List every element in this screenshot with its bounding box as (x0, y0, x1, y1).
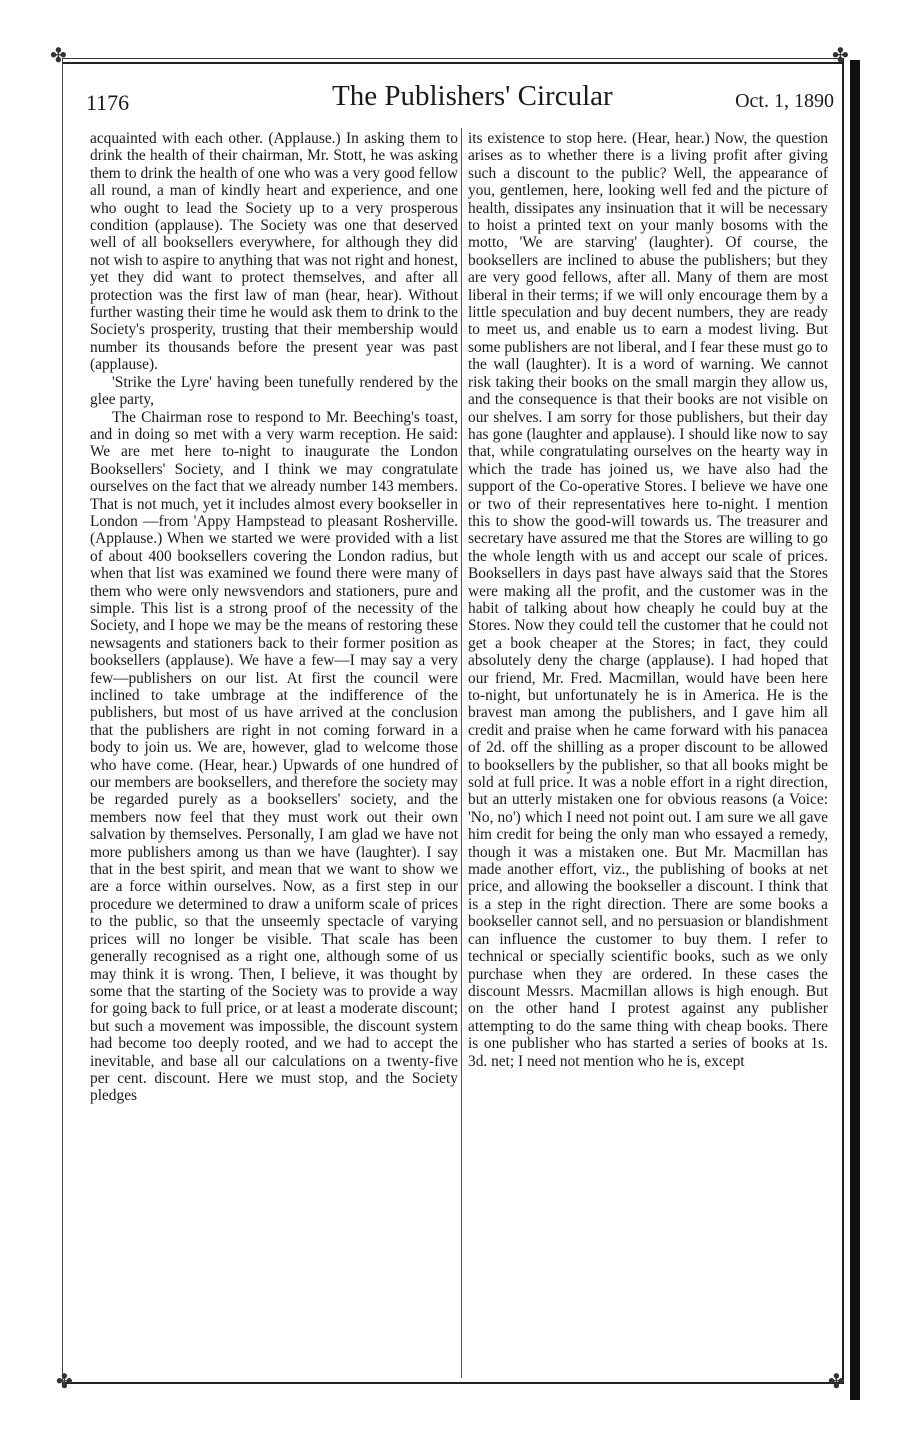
column-divider (461, 128, 462, 1378)
page-header (86, 80, 836, 120)
page-number: 1176 (86, 90, 130, 115)
top-border-rule (62, 58, 844, 59)
left-border-rule (62, 58, 63, 1384)
top-border-rule-thick (62, 62, 844, 64)
page-title: The Publishers' Circular (332, 80, 613, 112)
right-column (468, 130, 828, 1070)
paragraph: The Chairman rose to respond to Mr. Beeching's toast, and in doing so met with a very warm reception. He said: We are met here to-night to inaugurate the London Booksellers' Society, and I think we may congratulate ourselves on the fact that we already number 143 members. That is not much, yet it includes almost every bookseller in London —from 'Appy Hampstead to pleasant Rosherville. (Applause.) When we started we were provided with a list of about 400 booksellers covering the London radius, but when that list was examined we found there were many of them who were only newsvendors and stationers, pure and simple. This list is a strong proof of the necessity of the Society, and I hope we may be the means of restoring these newsagents and stationers back to their former position as booksellers (applause). We have a few—I may say a very few—publishers on our list. At first the council were inclined to take umbrage at the indifference of the publishers, but most of us have arrived at the conclusion that the publishers are right in not coming forward in a body to join us. We are, however, glad to welcome those who have come. (Hear, hear.) Upwards of one hundred of our members are booksellers, and therefore the society may be regarded purely as a booksellers' society, and the members now feel that they must work out their own salvation by themselves. Personally, I am glad we have not more publishers among us than we have (laughter). I say that in the best spirit, and mean that we want to show we are a force within ourselves. Now, as a first step in our procedure we determined to draw a uniform scale of prices to the public, so that the unseemly spectacle of varying prices will no longer be visible. That scale has been generally recognised as a right one, although some of us may think it is wrong. Then, I believe, it was thought by some that the starting of the Society was to provide a way for going back to full price, or at least a moderate discount; but such a movement was impossible, the discount system had become too deeply rooted, and we had to accept the inevitable, and base all our calculations on a twenty-five per cent. discount. Here we must stop, and the Society pledges (90, 408, 458, 1105)
page-edge-shadow (850, 60, 860, 1400)
corner-ornament-icon: ✤ (832, 45, 849, 67)
bottom-border-rule (62, 1382, 844, 1384)
corner-ornament-icon: ✤ (56, 1371, 73, 1393)
paragraph: 'Strike the Lyre' having been tunefully rendered by the glee party, (90, 373, 458, 409)
right-border-rule (842, 58, 844, 1384)
corner-ornament-icon: ✤ (828, 1371, 845, 1393)
paragraph: its existence to stop here. (Hear, hear.) Now, the question arises as to whether there is a living profit after giving such a discount to the public? Well, the appearance of you, gentlemen, here, looking well fed and the picture of health, dissipates any insinuation that it will be necessary to hoist a printed text on your manly bosoms with the motto, 'We are starving' (laughter). Of course, the booksellers are inclined to abuse the publishers; but they are very good fellows, after all. Many of them are most liberal in their terms; if we will only encourage them by a little speculation and buy decent numbers, they are ready to meet us, and enable us to earn a modest living. But some publishers are not liberal, and I fear these must go to the wall (laughter). It is a word of warning. We cannot risk taking their books on the small margin they allow us, and the consequence is that their books are not visible on our shelves. I am sorry for those publishers, but their day has gone (laughter and applause). I should like now to say that, while congratulating ourselves on the hearty way in which the trade has joined us, we have also had the support of the Co-operative Stores. I believe we have one or two of their representatives here to-night. I mention this to show the good-will towards us. The treasurer and secretary have assured me that the Stores are willing to go the whole length with us and accept our scale of prices. Booksellers in days past have always said that the Stores were making all the profit, and the customer was in the habit of talking about how cheaply he could buy at the Stores. Now they could tell the customer that he could not get a book cheaper at the Stores; in fact, they could absolutely deny the charge (applause). I had hoped that our friend, Mr. Fred. Macmillan, would have been here to-night, but unfortunately he is in America. He is the bravest man among the publishers, and I gave him all credit and praise when he came forward with his panacea of 2d. off the shilling as a proper discount to be allowed to booksellers by the publisher, so that all books might be sold at full price. It was a noble effort in a right direction, but an utterly mistaken one for obvious reasons (a Voice: 'No, no') which I need not point out. I am sure we all gave him credit for being the only man who essayed a remedy, though it was a mistaken one. But Mr. Macmillan has made another effort, viz., the publishing of books at net price, and allowing the bookseller a discount. I think that is a step in the right direction. There are some books a bookseller cannot sell, and no persuasion or blandishment can influence the customer to buy them. I refer to technical or specially scientific books, such as we only purchase when they are ordered. In these cases the discount Messrs. Macmillan allows is high enough. But on the other hand I protest against any publisher attempting to do the same thing with cheap books. There is one publisher who has started a series of books at 1s. 3d. net; I need not mention who he is, except (468, 130, 828, 1070)
left-column (90, 130, 458, 1105)
corner-ornament-icon: ✤ (50, 45, 67, 67)
issue-date: Oct. 1, 1890 (735, 90, 834, 112)
paragraph: acquainted with each other. (Applause.) In asking them to drink the health of their chairman, Mr. Stott, he was asking them to drink the health of one who was a very good fellow all round, a man of kindly heart and experience, and one who ought to lead the Society up to a very prosperous condition (applause). The Society was one that deserved well of all booksellers everywhere, for although they did not wish to aspire to anything that was not right and honest, yet they did want to protect themselves, and after all protection was the first law of man (hear, hear). Without further wasting their time he would ask them to drink to the Society's prosperity, trusting that their membership would number its thousands before the present year was past (applause). (90, 130, 458, 374)
